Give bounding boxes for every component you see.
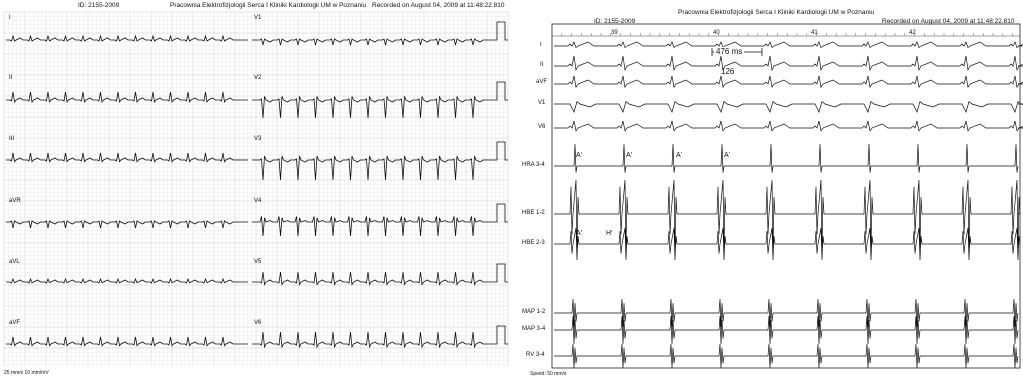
lead-label-V5: V5 xyxy=(254,259,262,265)
intracardiac-panel xyxy=(516,0,1023,379)
left-patient-id: ID: 2155-2009 xyxy=(78,2,120,9)
h-prime-label: H' xyxy=(606,230,613,237)
timeline-40: 40 xyxy=(713,30,720,36)
panel-divider xyxy=(512,0,515,379)
lead-label-V6: V6 xyxy=(254,320,262,326)
timeline-42: 42 xyxy=(909,30,916,36)
ecg-grid xyxy=(4,12,508,366)
a-prime-label-hbe: A' xyxy=(576,230,583,237)
a-prime-label-3: A' xyxy=(676,152,683,159)
right-patient-id: ID: 2155-2009 xyxy=(594,18,636,25)
lead-label-aVR: aVR xyxy=(9,198,21,204)
right-institution: Pracownia Elektrofizjologii Serca I Kliniki Kardiologii UM w Poznaniu xyxy=(678,9,875,16)
rlead-I: I xyxy=(540,42,542,48)
left-institution: Pracownia Elektrofizjologii Serca I Kliniki Kardiologii UM w Poznaniu xyxy=(170,2,367,9)
rlead-V6: V6 xyxy=(538,124,546,130)
timeline-41: 41 xyxy=(811,30,818,36)
lead-label-V1: V1 xyxy=(254,15,262,21)
interval-126-label: 126 xyxy=(721,67,735,76)
left-speed-footer: 25 mm/s 10 mm/mV xyxy=(4,370,49,376)
rlead-II: II xyxy=(540,62,544,68)
rlead-V1: V1 xyxy=(538,100,546,106)
right-speed-footer: Speed: 50 mm/s xyxy=(530,371,567,377)
right-recorded-time: Recorded on August 04, 2009 at 11:48:22.810 xyxy=(882,18,1015,25)
a-prime-label-1: A' xyxy=(576,152,583,159)
lead-label-aVF: aVF xyxy=(9,320,21,326)
rlead-HBE23: HBE 2-3 xyxy=(522,240,545,246)
intracardiac-canvas xyxy=(516,0,1023,379)
lead-label-V2: V2 xyxy=(254,75,262,81)
rlead-HBE12: HBE 1-2 xyxy=(522,210,545,216)
a-prime-label-2: A' xyxy=(626,152,633,159)
rlead-aVF: aVF xyxy=(536,79,548,85)
rlead-MAP34: MAP 3-4 xyxy=(522,326,546,332)
lead-label-III: III xyxy=(9,136,15,142)
lead-label-V3: V3 xyxy=(254,136,262,142)
rlead-MAP12: MAP 1-2 xyxy=(522,309,546,315)
left-recorded-time: Recorded on August 04, 2009 at 11:48:22.810 xyxy=(372,2,505,9)
interval-476-label: 476 ms xyxy=(716,47,743,56)
ecg-12-lead-panel xyxy=(0,0,511,379)
a-prime-label-4: A' xyxy=(724,152,731,159)
timeline-39: 39 xyxy=(611,30,618,36)
lead-label-aVL: aVL xyxy=(9,259,20,265)
lead-label-II: II xyxy=(9,75,13,81)
rlead-HRA34: HRA 3-4 xyxy=(522,162,545,168)
lead-label-V4: V4 xyxy=(254,198,262,204)
lead-label-I: I xyxy=(9,15,11,21)
rlead-RV34: RV 3-4 xyxy=(526,352,545,358)
